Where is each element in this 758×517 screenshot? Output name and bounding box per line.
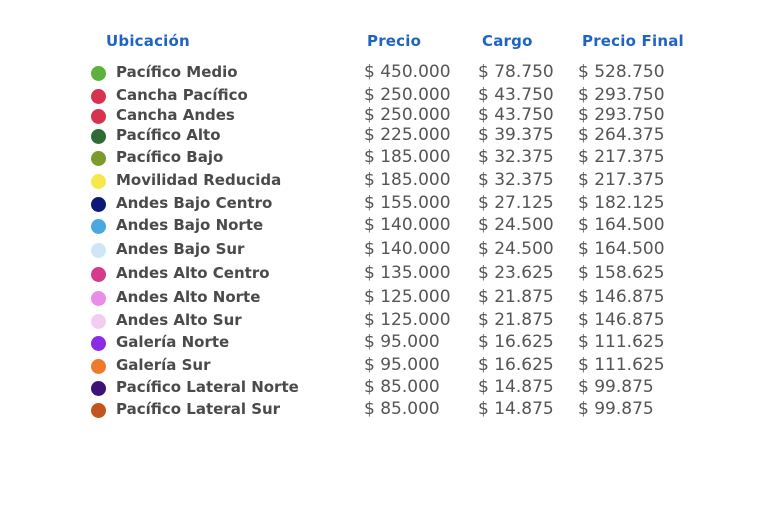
price-value: $ 95.000 [364, 355, 440, 375]
section-color-dot [91, 359, 106, 374]
fee-value: $ 14.875 [478, 377, 554, 397]
table-row [0, 170, 758, 192]
location-name: Cancha Pacífico [116, 86, 248, 104]
location-name: Andes Bajo Norte [116, 216, 264, 234]
price-value: $ 155.000 [364, 193, 451, 213]
location-name: Pacífico Bajo [116, 148, 224, 166]
fee-value: $ 16.625 [478, 332, 554, 352]
fee-value: $ 21.875 [478, 310, 554, 330]
final-price-value: $ 111.625 [578, 355, 665, 375]
fee-value: $ 43.750 [478, 85, 554, 105]
price-value: $ 250.000 [364, 85, 451, 105]
section-color-dot [91, 66, 106, 81]
price-value: $ 140.000 [364, 215, 451, 235]
price-value: $ 125.000 [364, 310, 451, 330]
table-row [0, 147, 758, 169]
final-price-value: $ 99.875 [578, 399, 654, 419]
table-row [0, 125, 758, 147]
fee-value: $ 24.500 [478, 239, 554, 259]
location-name: Pacífico Alto [116, 126, 221, 144]
section-color-dot [91, 197, 106, 212]
final-price-value: $ 158.625 [578, 263, 665, 283]
section-color-dot [91, 291, 106, 306]
section-color-dot [91, 151, 106, 166]
table-row [0, 263, 758, 285]
final-price-value: $ 217.375 [578, 147, 665, 167]
fee-value: $ 27.125 [478, 193, 554, 213]
section-color-dot [91, 267, 106, 282]
table-row [0, 310, 758, 332]
section-color-dot [91, 129, 106, 144]
final-price-value: $ 146.875 [578, 310, 665, 330]
fee-value: $ 14.875 [478, 399, 554, 419]
price-value: $ 135.000 [364, 263, 451, 283]
fee-value: $ 24.500 [478, 215, 554, 235]
table-row [0, 193, 758, 215]
fee-value: $ 43.750 [478, 105, 554, 125]
final-price-value: $ 264.375 [578, 125, 665, 145]
location-name: Galería Norte [116, 333, 230, 351]
price-value: $ 85.000 [364, 377, 440, 397]
table-row [0, 62, 758, 84]
header-price: Precio [367, 32, 422, 50]
price-value: $ 95.000 [364, 332, 440, 352]
section-color-dot [91, 381, 106, 396]
fee-value: $ 16.625 [478, 355, 554, 375]
final-price-value: $ 182.125 [578, 193, 665, 213]
price-value: $ 225.000 [364, 125, 451, 145]
location-name: Pacífico Medio [116, 63, 238, 81]
location-name: Pacífico Lateral Sur [116, 400, 281, 418]
table-row [0, 239, 758, 261]
location-name: Andes Bajo Centro [116, 194, 273, 212]
location-name: Andes Alto Sur [116, 311, 242, 329]
fee-value: $ 21.875 [478, 287, 554, 307]
table-row [0, 332, 758, 354]
location-name: Andes Alto Norte [116, 288, 261, 306]
location-name: Movilidad Reducida [116, 171, 282, 189]
fee-value: $ 23.625 [478, 263, 554, 283]
fee-value: $ 32.375 [478, 170, 554, 190]
location-name: Andes Bajo Sur [116, 240, 245, 258]
location-name: Pacífico Lateral Norte [116, 378, 299, 396]
final-price-value: $ 164.500 [578, 215, 665, 235]
final-price-value: $ 146.875 [578, 287, 665, 307]
location-name: Galería Sur [116, 356, 211, 374]
table-row [0, 399, 758, 421]
final-price-value: $ 99.875 [578, 377, 654, 397]
table-row [0, 355, 758, 377]
final-price-value: $ 164.500 [578, 239, 665, 259]
section-color-dot [91, 336, 106, 351]
price-value: $ 185.000 [364, 147, 451, 167]
table-row [0, 287, 758, 309]
header-fee: Cargo [482, 32, 533, 50]
fee-value: $ 32.375 [478, 147, 554, 167]
section-color-dot [91, 89, 106, 104]
price-value: $ 85.000 [364, 399, 440, 419]
location-name: Cancha Andes [116, 106, 235, 124]
final-price-value: $ 293.750 [578, 105, 665, 125]
price-value: $ 125.000 [364, 287, 451, 307]
price-value: $ 185.000 [364, 170, 451, 190]
final-price-value: $ 217.375 [578, 170, 665, 190]
final-price-value: $ 293.750 [578, 85, 665, 105]
price-value: $ 450.000 [364, 62, 451, 82]
header-location: Ubicación [106, 32, 190, 50]
section-color-dot [91, 109, 106, 124]
price-value: $ 140.000 [364, 239, 451, 259]
section-color-dot [91, 219, 106, 234]
final-price-value: $ 528.750 [578, 62, 665, 82]
section-color-dot [91, 403, 106, 418]
final-price-value: $ 111.625 [578, 332, 665, 352]
section-color-dot [91, 314, 106, 329]
table-row [0, 377, 758, 399]
section-color-dot [91, 174, 106, 189]
fee-value: $ 78.750 [478, 62, 554, 82]
table-row [0, 105, 758, 127]
table-row [0, 85, 758, 107]
table-row [0, 215, 758, 237]
header-final-price: Precio Final [582, 32, 684, 50]
price-value: $ 250.000 [364, 105, 451, 125]
location-name: Andes Alto Centro [116, 264, 270, 282]
fee-value: $ 39.375 [478, 125, 554, 145]
section-color-dot [91, 243, 106, 258]
